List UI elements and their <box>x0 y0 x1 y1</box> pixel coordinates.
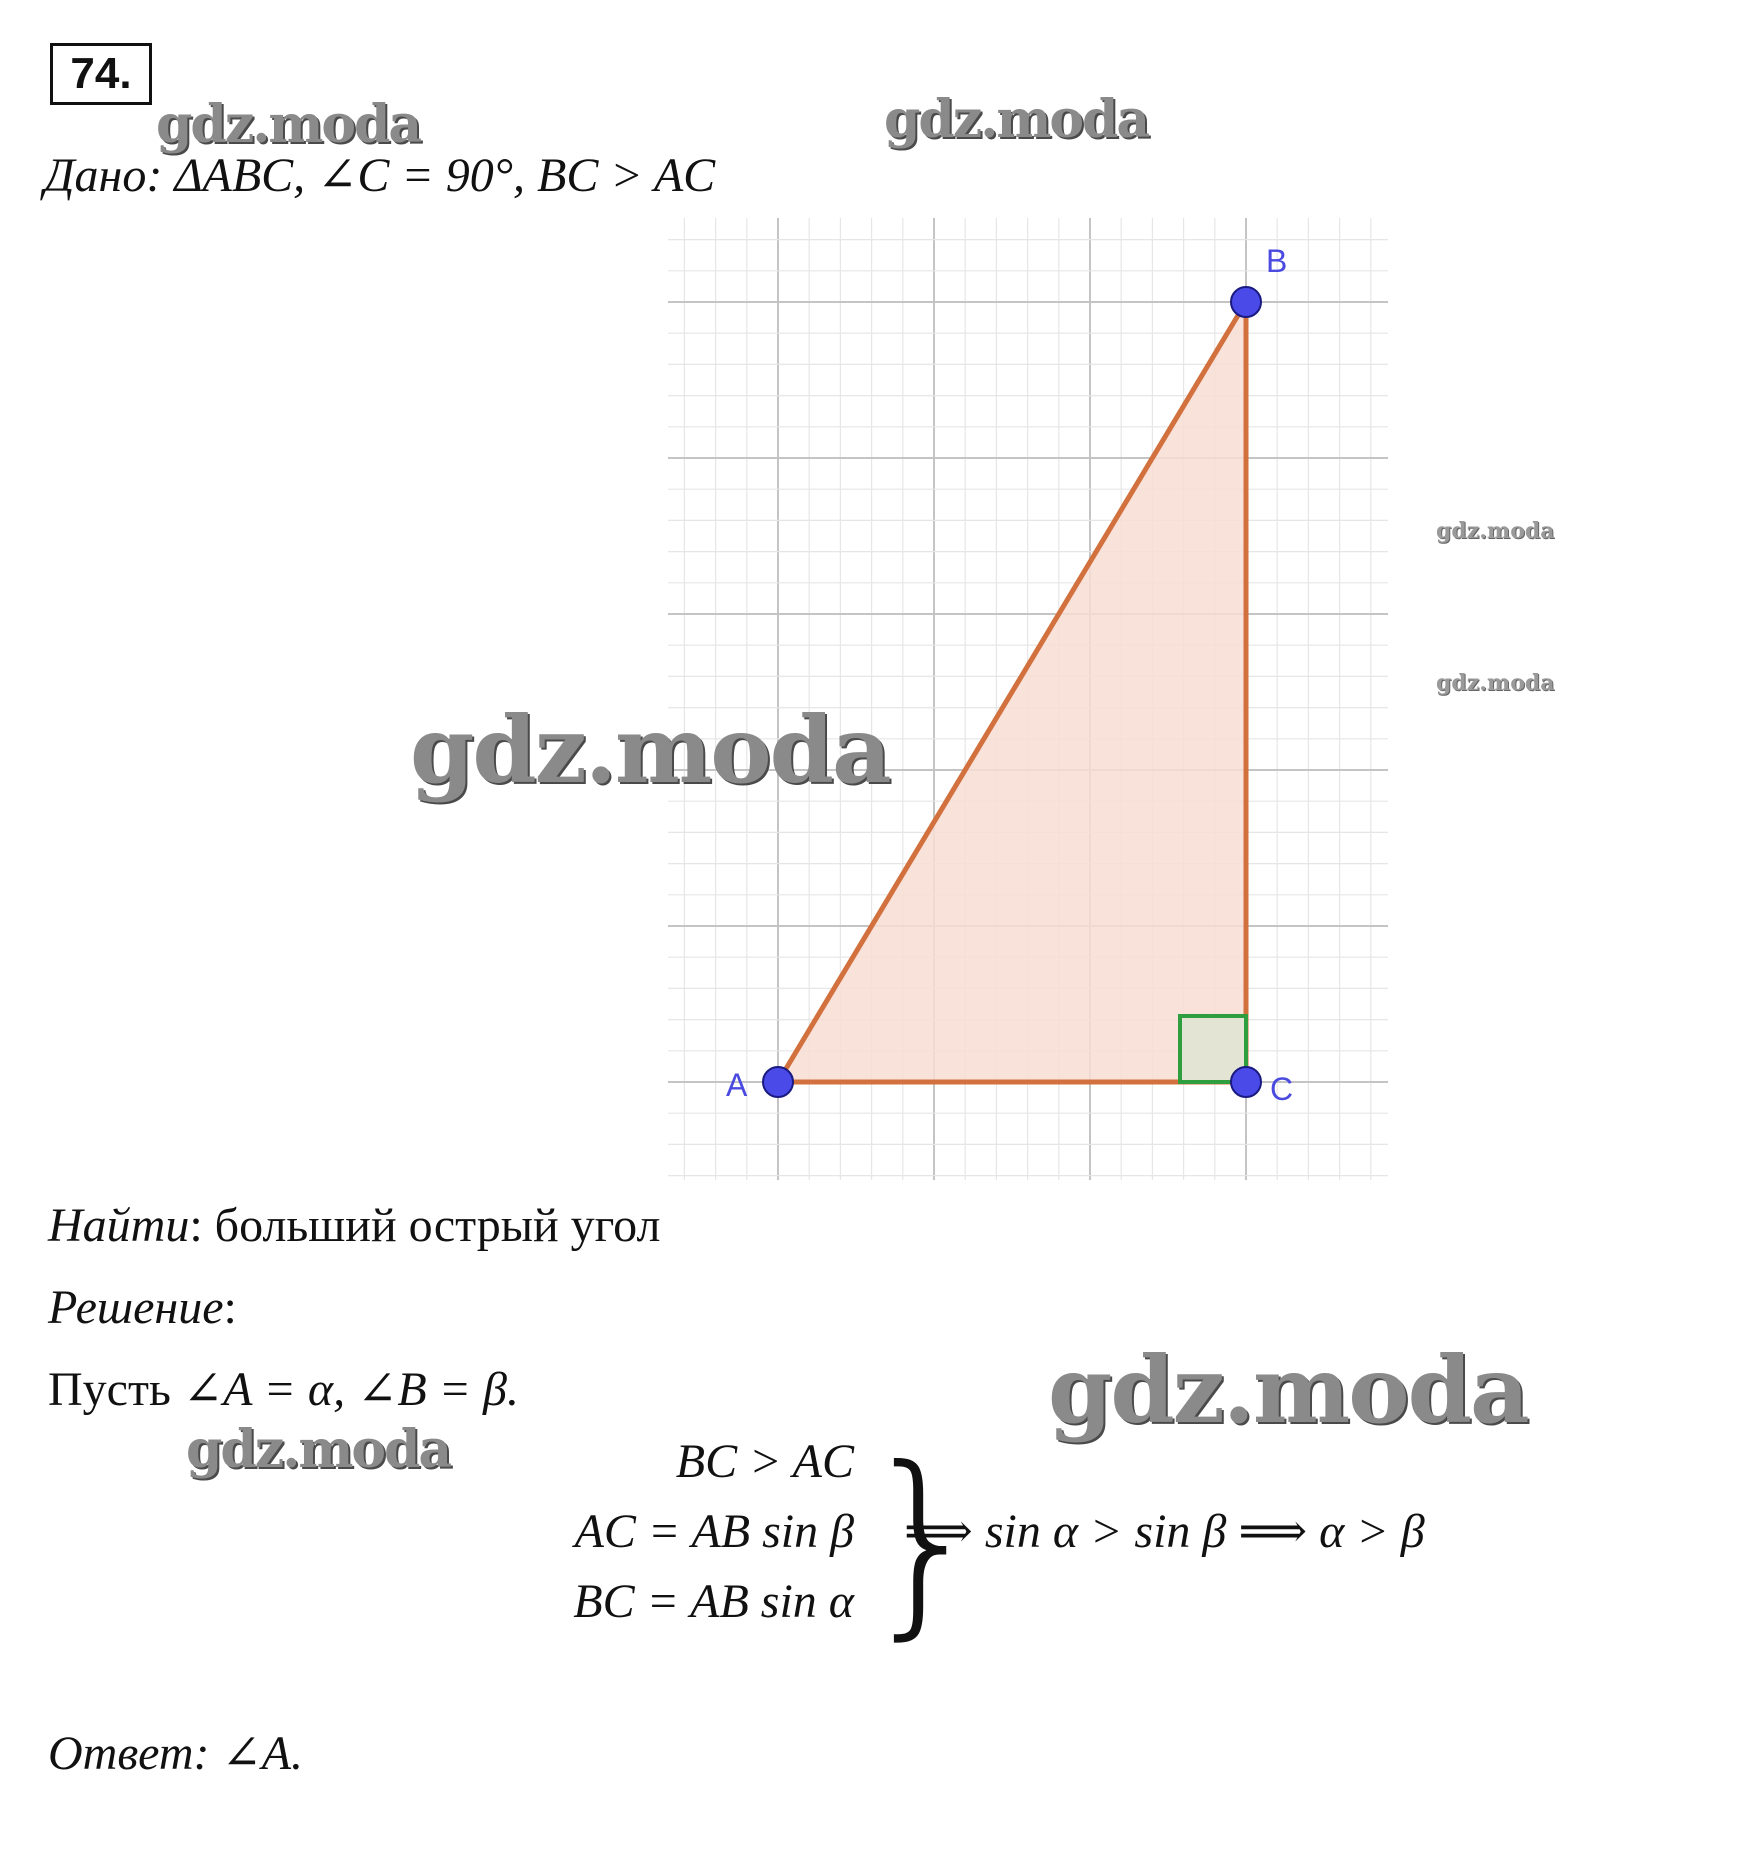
let-line <box>48 1362 519 1418</box>
vertex-label-a: A <box>726 1067 748 1103</box>
solution-label: Решение <box>48 1281 224 1334</box>
find-line <box>48 1198 660 1254</box>
watermark: gdz.moda <box>884 89 1149 150</box>
answer-text: : ∠A. <box>193 1727 304 1780</box>
answer-line <box>48 1726 303 1782</box>
watermark: gdz.moda <box>410 696 890 804</box>
find-label: Найти <box>48 1199 190 1252</box>
vertex-c <box>1231 1067 1261 1097</box>
system-brace: } <box>860 1425 988 1658</box>
watermark: gdz.moda <box>1436 518 1555 544</box>
watermark: gdz.moda <box>1436 670 1555 696</box>
answer-label: Ответ <box>48 1727 194 1780</box>
triangle-abc <box>778 302 1246 1082</box>
watermark: gdz.moda <box>186 1419 451 1480</box>
given-text: : ΔABC, ∠C = 90°, BC > AC <box>146 149 716 202</box>
watermark: gdz.moda <box>156 94 421 155</box>
given-line <box>44 148 715 204</box>
vertex-label-c: C <box>1270 1071 1294 1107</box>
let-word: Пусть <box>48 1363 171 1416</box>
solution-line <box>48 1280 237 1336</box>
solution-colon: : <box>223 1281 237 1334</box>
system-line-3: BC = AB sin α <box>573 1575 854 1628</box>
given-label: Дано <box>44 149 147 202</box>
system-line-2: AC = AB sin β <box>574 1505 854 1558</box>
let-text: ∠A = α, ∠B = β. <box>170 1363 519 1416</box>
system-line-1: BC > AC <box>675 1435 854 1488</box>
find-text: : больший острый угол <box>189 1199 661 1252</box>
watermark: gdz.moda <box>1048 1336 1528 1444</box>
vertex-b <box>1231 287 1261 317</box>
vertex-a <box>763 1067 793 1097</box>
vertex-label-b: B <box>1266 243 1288 279</box>
conclusion: ⟹ sin α > sin β ⟹ α > β <box>904 1505 1425 1558</box>
problem-number: 74. <box>50 43 152 105</box>
